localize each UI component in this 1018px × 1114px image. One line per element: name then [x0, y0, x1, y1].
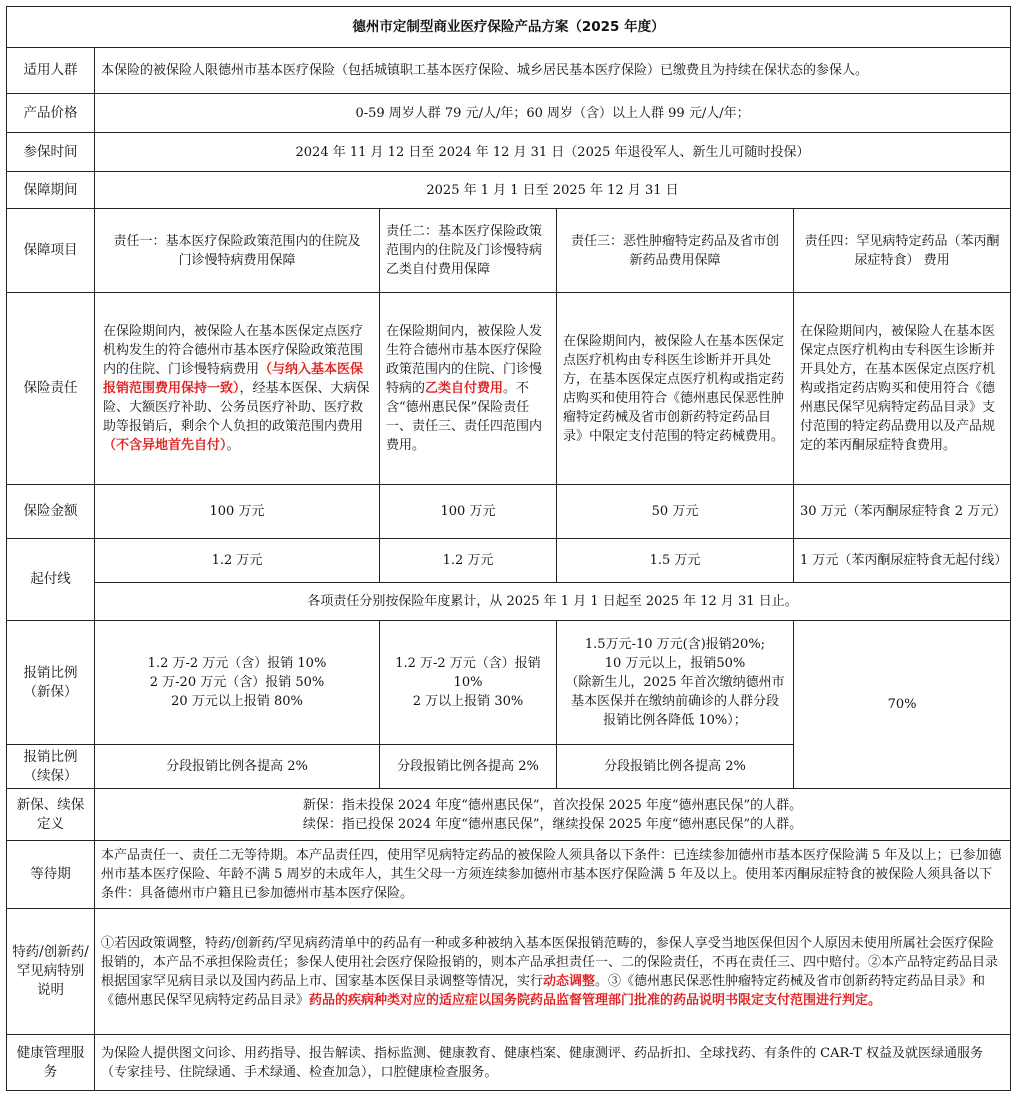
definition-label: 新保、续保定义 — [7, 789, 95, 841]
applicable-label: 适用人群 — [7, 48, 95, 94]
price-row — [7, 94, 1011, 133]
health-label: 健康管理服务 — [7, 1035, 95, 1091]
applicable-text: 本保险的被保险人限德州市基本医疗保险（包括城镇职工基本医疗保险、城乡居民基本医疗保险）已缴费且为持续在保状态的参保人。 — [95, 48, 1011, 94]
liability-label: 保险责任 — [7, 293, 95, 485]
special-highlight-2: 药品的疾病种类对应的适应症以国务院药品监督管理部门批准的药品说明书限定支付范围进行判定。 — [309, 992, 882, 1008]
document-title: 德州市定制型商业医疗保险产品方案（2025 年度） — [7, 7, 1011, 48]
definition-new: 新保：指未投保 2024 年度“德州惠民保”，首次投保 2025 年度“德州惠民保”的人群。 — [302, 797, 803, 813]
liability-r2-text-b: 。不含“德州惠民保”保险责任一、责任三、责任四范围内费用。 — [386, 381, 543, 453]
liability-row — [7, 293, 1011, 485]
definition-row — [7, 789, 1011, 841]
ratio-renew-responsibility-1: 分段报销比例各提高 2% — [95, 745, 380, 789]
ratio-new-r2-line: 2 万以上报销 30% — [412, 694, 524, 709]
amount-label: 保险金额 — [7, 485, 95, 539]
coverage-period-row — [7, 172, 1011, 209]
special-text-a: ①若因政策调整，特药/创新药/罕见病药清单中的药品有一种或多种被纳入基本医保报销范畴的，参保人享受当地医保但因个人原因未使用所属社会医疗保险报销的，本产品不承担保险责任；参保人使用社会医疗保险报销的，则本产品承担责任一、二的保险责任，不再在责任三、四中赔付。②本产品特定药品目录根据国家罕见病目录以及国内药品上市、国家基本医保目录调整等情况，实行 — [101, 935, 999, 989]
ratio-new-label: 报销比例（新保） — [7, 621, 95, 745]
liability-r1-text-c: 。 — [226, 438, 240, 453]
enroll-time-label: 参保时间 — [7, 133, 95, 172]
liability-r2-highlight: 乙类自付费用 — [425, 381, 504, 396]
ratio-new-r3-line: 10 万元以上，报销50% — [604, 656, 746, 671]
price-text: 0-59 周岁人群 79 元/人/年；60 周岁（含）以上人群 99 元/人/年； — [95, 94, 1011, 133]
item-responsibility-3: 责任三：恶性肿瘤特定药品及省市创新药品费用保障 — [557, 209, 794, 293]
waiting-text: 本产品责任一、责任二无等待期。本产品责任四，使用罕见病特定药品的被保险人须具备以下条件：已连续参加德州市基本医疗保险满 5 年及以上；已参加德州市基本医疗保险、年龄不满 5 周岁的未成年人，其生父母一方须连续参加德州市基本医疗保险满 5 年及以上。使用苯丙酮尿症特食的被保险人须具备以下条件：具备德州市户籍且已参加德州市基本医疗保险。 — [95, 841, 1011, 909]
applicable-row — [7, 48, 1011, 94]
ratio-responsibility-4: 70% — [794, 621, 1011, 789]
amount-responsibility-1: 100 万元 — [95, 485, 380, 539]
ratio-new-r1-line: 1.2 万-2 万元（含）报销 10% — [147, 656, 327, 671]
deductible-label: 起付线 — [7, 539, 95, 621]
ratio-new-responsibility-3 — [557, 621, 794, 745]
item-responsibility-4: 责任四：罕见病特定药品（苯丙酮尿症特食） 费用 — [794, 209, 1011, 293]
item-responsibility-1: 责任一：基本医疗保险政策范围内的住院及门诊慢特病费用保障 — [95, 209, 380, 293]
liability-r1-text-a: 在保险期间内，被保险人在基本医保定点医疗机构发生的符合德州市基本医疗保险政策范围内的住院、门诊慢特病费用 — [103, 324, 364, 377]
coverage-period-label: 保障期间 — [7, 172, 95, 209]
items-label: 保障项目 — [7, 209, 95, 293]
special-row — [7, 909, 1011, 1035]
liability-r1-highlight-2: （不含异地首先自付） — [103, 438, 227, 453]
enroll-time-row — [7, 133, 1011, 172]
amount-row — [7, 485, 1011, 539]
ratio-new-responsibility-2 — [380, 621, 557, 745]
waiting-label: 等待期 — [7, 841, 95, 909]
special-label: 特药/创新药/罕见病特别说明 — [7, 909, 95, 1035]
deductible-responsibility-1: 1.2 万元 — [95, 539, 380, 583]
insurance-plan-document — [6, 6, 1011, 1091]
enroll-time-text: 2024 年 11 月 12 日至 2024 年 12 月 31 日（2025 年退役军人、新生儿可随时投保） — [95, 133, 1011, 172]
amount-responsibility-3: 50 万元 — [557, 485, 794, 539]
special-text — [95, 909, 1011, 1035]
amount-responsibility-2: 100 万元 — [380, 485, 557, 539]
deductible-row — [7, 539, 1011, 583]
ratio-renew-label: 报销比例（续保） — [7, 745, 95, 789]
ratio-new-row — [7, 621, 1011, 745]
ratio-renew-responsibility-2: 分段报销比例各提高 2% — [380, 745, 557, 789]
deductible-responsibility-4: 1 万元（苯丙酮尿症特食无起付线） — [794, 539, 1011, 583]
coverage-period-text: 2025 年 1 月 1 日至 2025 年 12 月 31 日 — [95, 172, 1011, 209]
liability-responsibility-3: 在保险期间内，被保险人在基本医保定点医疗机构由专科医生诊断并开具处方，在基本医保定点医疗机构或指定药店购买和使用符合《德州惠民保恶性肿瘤特定药械及省市创新药特定药品目录》中限定支付范围的特定药械费用。 — [557, 293, 794, 485]
deductible-note: 各项责任分别按保险年度累计，从 2025 年 1 月 1 日起至 2025 年 12 月 31 日止。 — [95, 583, 1011, 621]
ratio-new-r1-line: 20 万元以上报销 80% — [171, 694, 303, 709]
ratio-new-responsibility-1 — [95, 621, 380, 745]
amount-responsibility-4: 30 万元（苯丙酮尿症特食 2 万元） — [794, 485, 1011, 539]
liability-r1-text-b: ，经基本医保、大病保险、大额医疗补助、公务员医疗补助、医疗救助等报销后，剩余个人负担的政策范围内费用 — [103, 381, 370, 434]
ratio-renew-responsibility-3: 分段报销比例各提高 2% — [557, 745, 794, 789]
liability-r1-highlight-1: （与纳入基本医保报销范围费用保持一致） — [103, 362, 364, 396]
deductible-responsibility-3: 1.5 万元 — [557, 539, 794, 583]
item-responsibility-2: 责任二：基本医疗保险政策范围内的住院及门诊慢特病乙类自付费用保障 — [380, 209, 557, 293]
ratio-new-r3-line: （除新生儿，2025 年首次缴纳德州市基本医保并在缴纳前确诊的人群分段报销比例各降低 10%）； — [565, 675, 785, 728]
deductible-responsibility-2: 1.2 万元 — [380, 539, 557, 583]
health-text: 为保险人提供图文问诊、用药指导、报告解读、指标监测、健康教育、健康档案、健康测评、药品折扣、全球找药、有条件的 CAR-T 权益及就医绿通服务（专家挂号、住院绿通、手术绿通、检查加急），口腔健康检查服务。 — [95, 1035, 1011, 1091]
title-row — [7, 7, 1011, 48]
liability-r2-text-a: 在保险期间内，被保险人发生符合德州市基本医疗保险政策范围内的住院、门诊慢特病的 — [386, 324, 543, 396]
definition-renew: 续保：指已投保 2024 年度“德州惠民保”，继续投保 2025 年度“德州惠民保”的人群。 — [302, 816, 803, 832]
plan-table — [6, 6, 1011, 1091]
liability-responsibility-2 — [380, 293, 557, 485]
ratio-new-r2-line: 1.2 万-2 万元（含）报销 10% — [395, 656, 541, 690]
special-text-b: 。③《德州惠民保恶性肿瘤特定药械及省市创新药特定药品目录》和《德州惠民保罕见病特定药品目录》 — [101, 973, 986, 1008]
price-label: 产品价格 — [7, 94, 95, 133]
waiting-row — [7, 841, 1011, 909]
ratio-new-r3-line: 1.5万元-10 万元(含)报销20%; — [584, 637, 766, 652]
ratio-new-r1-line: 2 万-20 万元（含）报销 50% — [149, 675, 325, 690]
liability-responsibility-1 — [95, 293, 380, 485]
special-highlight-1: 动态调整 — [543, 973, 596, 989]
items-row — [7, 209, 1011, 293]
health-row — [7, 1035, 1011, 1091]
definition-text — [95, 789, 1011, 841]
deductible-note-row — [7, 583, 1011, 621]
liability-responsibility-4: 在保险期间内，被保险人在基本医保定点医疗机构由专科医生诊断并开具处方，在基本医保定点医疗机构或指定药店购买和使用符合《德州惠民保罕见病特定药品目录》支付范围的特定药品费用以及产品规定的苯丙酮尿症特食费用。 — [794, 293, 1011, 485]
